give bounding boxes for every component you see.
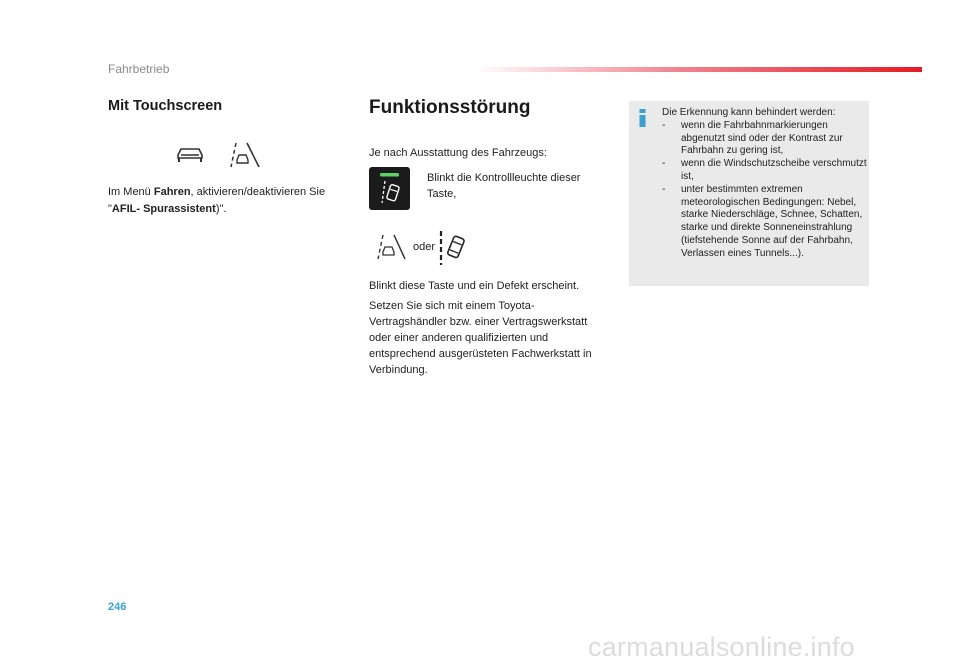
list-item-text: wenn die Fahrbahnmarkierungen abgenutzt sind oder der Kontrast zur Fahrbahn zu gering ist, [681,120,843,157]
or-label: oder [413,241,436,253]
blinking-lamp-text: Blinkt die Kontrollleuchte dieser Taste, [427,172,581,200]
car-icon [175,145,205,165]
watermark: carmanualsonline.info [588,632,855,662]
lane-departure-icon [438,229,468,267]
menu-driving: Fahren [153,186,191,198]
menu-middle: , aktivieren/deaktivieren Sie " [108,186,326,215]
touchscreen-heading: Mit Touchscreen [108,98,223,114]
list-dash: - [662,184,666,195]
list-item-text: wenn die Windschutzscheibe verschmutzt ist, [681,158,867,182]
menu-lane-assist: AFIL- Spurassistent [111,203,216,215]
info-icon [638,109,647,127]
equipment-intro: Je nach Ausstattung des Fahrzeugs: [369,147,547,159]
dealer-contact-text: Setzen Sie sich mit einem Toyota-Vertragshändler bzw. einer Vertragswerkstatt oder einer anderen qualifizierten und entsprechend ausgerüsteten Fachwerkstatt in Verbindung. [369,300,592,376]
header-rule [475,67,922,72]
menu-instruction [108,184,348,218]
info-intro: Die Erkennung kann behindert werden: [662,107,836,118]
page-number: 246 [108,601,127,613]
menu-prefix: Im Menü [108,186,154,198]
lane-assist-icon [229,141,261,169]
list-dash: - [662,120,666,131]
malfunction-heading: Funktionsstörung [369,97,531,118]
list-item-text: unter bestimmten extremen meteorologischen Bedingungen: Nebel, starke Niederschläge, Schnee, Schatten, starke und direkte Sonneneinstrahlung (tiefstehende Sonne auf der Fahrbahn, Verlassen eines Tunnels...). [681,184,863,259]
list-dash: - [662,158,666,169]
blinking-defect-text: Blinkt diese Taste und ein Defekt erscheint. [369,280,580,292]
menu-suffix: )". [215,203,227,215]
lane-assist-button-icon [369,167,410,210]
lane-assist-icon-alt [377,233,407,261]
section-label: Fahrbetrieb [108,62,170,76]
